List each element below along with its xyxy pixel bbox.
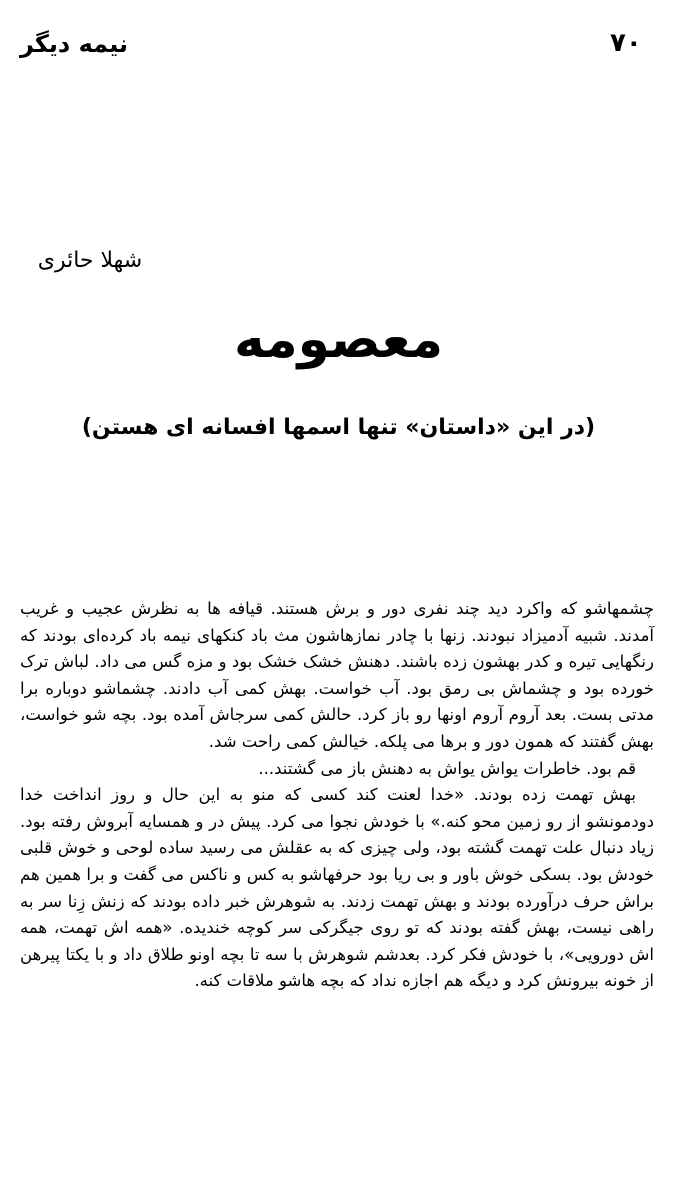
paragraph: قم بود. خاطرات یواش یواش به دهنش باز می گشتند... <box>258 758 636 778</box>
paragraph: چشمهاشو که واکرد دید چند نفری دور و برش هستند. قیافه ها به نظرش عجیب و غریب آمدند. شبیه آدمیزاد نبودند. زنها با چادر نمازهاشون مث باد کنکهای نیمه باد کرده‌ای بودند که رنگهایی تیره و کدر بهشون زده باشند. دهنش خشک خشک بود و مزه گس می داد. لباش ترک خورده بود و چشماش بی رمق بود. آب خواست. بهش کمی آب دادند. چشماشو دوباره برا مدتی بست. بعد آروم آروم اونها رو باز کرد. حالش کمی سرجاش آمده بود. بچه شو خواست، بهش گفتند که همون دور و برها می پلکه. خیالش کمی راحت شد. <box>20 599 654 751</box>
author-name: شهلا حائری <box>37 248 143 273</box>
body-text <box>20 596 654 995</box>
story-subtitle: (در این «داستان» تنها اسمها افسانه ای هستن) <box>81 415 596 440</box>
page-number: ۷۰ <box>610 28 642 58</box>
paragraph: بهش تهمت زده بودند. «خدا لعنت کند کسی که منو به این حال و روز انداخت خدا دودمونشو از رو زمین محو کنه.» با خودش نجوا می کرد. پیش در و همسایه آبروش رفته بود. زیاد دنبال علت تهمت گشته بود، ولی چیزی که به عقلش می رسید ساده لوحی و خوش قلبی خودش بود. بسکی خوش باور و بی ریا بود حرفهاشو به کس و ناکس می گفت و برا همین هم براش حرف درآورده بودند و بهش تهمت زدند. به شوهرش خبر داده بودند که زنش زِنا سر به راهی نیست، بهش گفته بودند که تو روی جیگرکی سر کوچه خندیده. «همه اش تهمت، همه اش دورویی»، با خودش فکر کرد. بعدشم شوهرش با سه تا بچه اونو طلاق داد و با یکتا پیرهن از خونه بیرونش کرد و دیگه هم اجازه نداد که بچه هاشو ملاقات کنه. <box>20 785 654 991</box>
story-title: معصومه <box>233 310 444 370</box>
running-title: نیمه دیگر <box>20 30 129 58</box>
